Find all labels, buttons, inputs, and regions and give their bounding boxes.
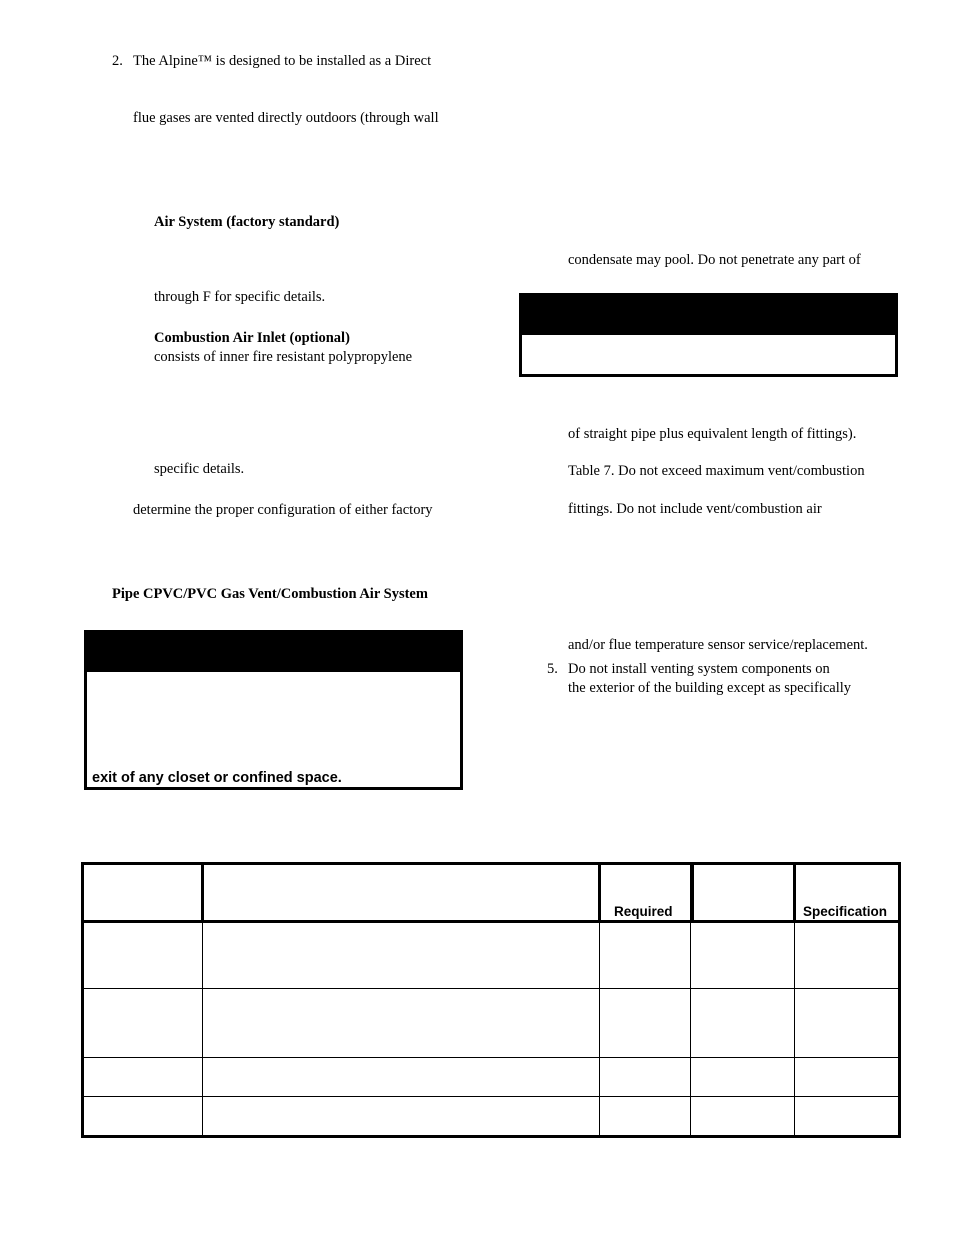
right-line-straight-pipe: of straight pipe plus equivalent length of fittings).	[568, 426, 857, 442]
item-2-line-1: The Alpine™ is designed to be installed as a Direct	[133, 53, 432, 69]
right-line-condensate: condensate may pool. Do not penetrate any part of	[568, 252, 861, 268]
column-divider	[599, 865, 600, 1135]
subsection-b-line-1: consists of inner fire resistant polypropylene	[154, 349, 413, 365]
item-5-line-1: Do not install venting system components on	[568, 661, 830, 677]
header-required: Required	[614, 904, 673, 919]
warning-text-line: exit of any closet or confined space.	[92, 770, 342, 786]
row-divider	[84, 1096, 898, 1097]
subsection-a-heading: Air System (factory standard)	[154, 214, 340, 230]
header-divider	[691, 865, 694, 922]
right-line-table7: Table 7. Do not exceed maximum vent/combustion	[568, 463, 865, 479]
warning-header-bar	[522, 296, 895, 335]
warning-header-bar	[87, 633, 460, 672]
determine-line: determine the proper configuration of either factory	[133, 502, 433, 518]
row-divider	[84, 988, 898, 989]
specification-table	[81, 862, 901, 1138]
left-warning-box	[84, 630, 463, 790]
subsection-b-heading: Combustion Air Inlet (optional)	[154, 330, 350, 346]
column-divider	[794, 865, 795, 1135]
row-divider	[84, 1057, 898, 1058]
subsection-b-line-2: specific details.	[154, 461, 245, 477]
right-warning-box	[519, 293, 898, 377]
right-line-fittings: fittings. Do not include vent/combustion air	[568, 501, 822, 517]
item-2-line-2: flue gases are vented directly outdoors (through wall	[133, 110, 439, 126]
item-2-number: 2.	[112, 53, 123, 69]
right-line-flue-sensor: and/or flue temperature sensor service/replacement.	[568, 637, 868, 653]
column-divider	[690, 865, 691, 1135]
header-rule	[84, 920, 898, 923]
subsection-a-line: through F for specific details.	[154, 289, 326, 305]
column-divider	[202, 865, 203, 1135]
section-heading: Pipe CPVC/PVC Gas Vent/Combustion Air System	[112, 586, 428, 602]
item-5-number: 5.	[547, 661, 558, 677]
item-5-line-2: the exterior of the building except as specifically	[568, 680, 852, 696]
header-specification: Specification	[803, 904, 888, 919]
